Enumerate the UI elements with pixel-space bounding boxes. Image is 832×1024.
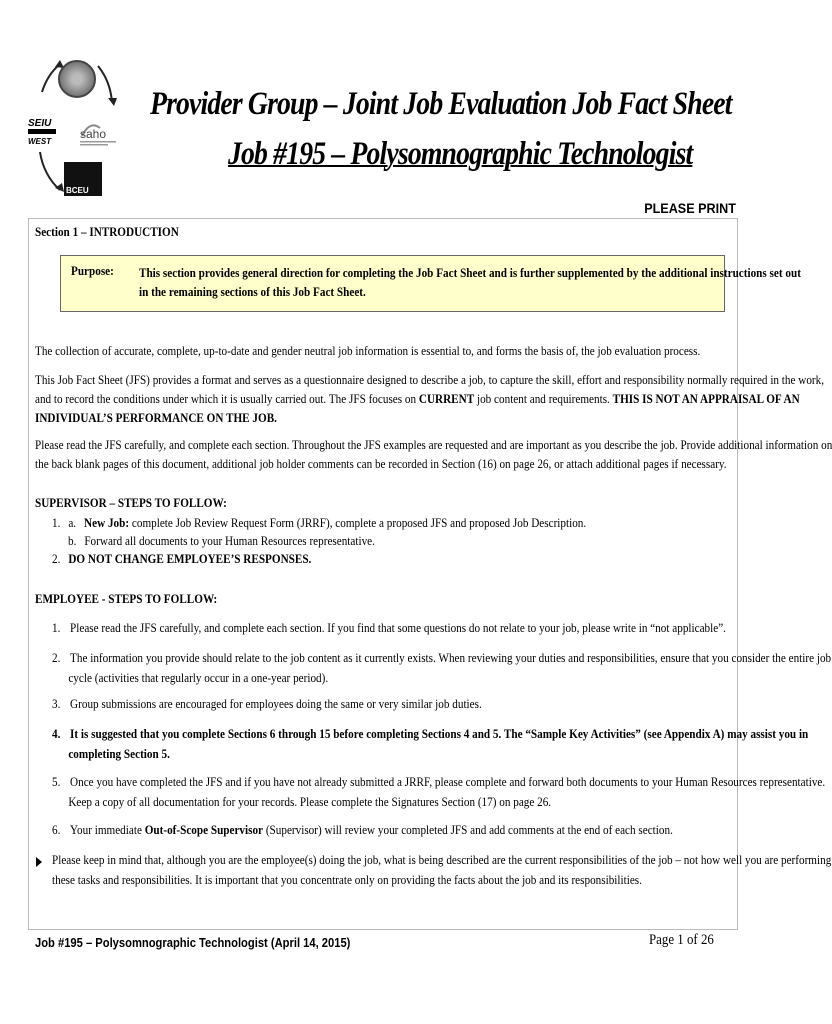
step-2-line-2: cycle (activities that regularly occur in a one-year period). xyxy=(68,670,329,685)
list-letter: a. xyxy=(68,515,77,530)
new-job-label: New Job: xyxy=(84,515,130,530)
note-line-1: Please keep in mind that, although you are the employee(s) doing the job, what is being described are the current responsibilities of the job – not how well you are performing xyxy=(52,852,832,867)
employee-step-3 xyxy=(52,694,482,714)
purpose-label: Purpose: xyxy=(71,263,114,278)
list-number: 2. xyxy=(52,650,61,665)
do-not-change-text: DO NOT CHANGE EMPLOYEE’S RESPONSES. xyxy=(68,551,312,566)
intro-paragraph-3 xyxy=(35,435,832,473)
supervisor-item-1b xyxy=(68,531,375,551)
employee-step-4 xyxy=(52,724,808,764)
step-1-text: Please read the JFS carefully, and complete each section. If you find that some questions do not relate to your job, please write in “not applicable”. xyxy=(70,620,726,635)
please-print-notice: PLEASE PRINT xyxy=(644,200,736,216)
svg-text:SEIU: SEIU xyxy=(28,118,52,129)
list-number: 2. xyxy=(52,551,61,566)
p2-text-c: job content and requirements. xyxy=(474,391,613,406)
step-6-text-a: Your immediate xyxy=(70,822,145,837)
paragraph-3-line-2: the back blank pages of this document, additional job holder comments can be recorded in Section (16) on page 26, or attach additional pages if necessary. xyxy=(35,456,727,471)
employee-note xyxy=(52,850,831,890)
step-2-line-1: The information you provide should relate to the job content as it currently exists. When reviewing your duties and responsibilities, ensure that you consider the entire job xyxy=(70,650,832,665)
step-5-line-1: Once you have completed the JFS and if you have not already submitted a JRRF, please complete and forward both documents to your Human Resources representative. xyxy=(70,774,826,789)
purpose-text xyxy=(139,263,801,301)
purpose-line-1: This section provides general direction for completing the Job Fact Sheet and is further supplemented by the additional instructions set out xyxy=(139,265,801,280)
forward-documents-text: Forward all documents to your Human Resources representative. xyxy=(84,533,375,548)
employee-step-1 xyxy=(52,618,726,638)
list-number: 1. xyxy=(52,620,61,635)
svg-text:saho: saho xyxy=(80,127,107,141)
list-number: 4. xyxy=(52,726,61,741)
list-number: 5. xyxy=(52,774,61,789)
step-4-line-1: It is suggested that you complete Sections 6 through 15 before completing Sections 4 and 5. The “Sample Key Activities” (see Appendix A) may assist you in xyxy=(70,726,809,741)
list-letter: b. xyxy=(68,533,77,548)
paragraph-2-line-3: INDIVIDUAL’S PERFORMANCE ON THE JOB. xyxy=(35,410,277,425)
seiu-west-logo xyxy=(28,114,58,148)
government-seal-logo xyxy=(58,60,96,98)
note-line-2: these tasks and responsibilities. It is important that you concentrate only on providing the facts about the job and its responsibilities. xyxy=(52,872,642,887)
employee-step-5 xyxy=(52,772,825,812)
job-title: Job #195 – Polysomnographic Technologist xyxy=(228,136,693,172)
step-4-line-2: completing Section 5. xyxy=(68,746,170,761)
paragraph-2-line-1: This Job Fact Sheet (JFS) provides a format and serves as a questionnaire designed to describe a job, to capture the skill, effort and responsibility normally required in the work, xyxy=(35,372,825,387)
employee-step-2 xyxy=(52,648,831,688)
organization-logos xyxy=(20,52,130,202)
triangle-bullet-icon xyxy=(36,853,42,873)
paragraph-2-line-2 xyxy=(35,389,824,408)
employee-heading: EMPLOYEE - STEPS TO FOLLOW: xyxy=(35,591,218,606)
intro-paragraph-1: The collection of accurate, complete, up-to-date and gender neutral job information is essential to, and forms the basis of, the job evaluation process. xyxy=(35,343,701,358)
employee-step-6 xyxy=(52,820,673,840)
step-5-line-2: Keep a copy of all documentation for your records. Please complete the Signatures Section (17) on page 26. xyxy=(68,794,552,809)
supervisor-heading: SUPERVISOR – STEPS TO FOLLOW: xyxy=(35,495,227,510)
step-3-text: Group submissions are encouraged for employees doing the same or very similar job duties. xyxy=(70,696,482,711)
footer-page-number: Page 1 of 26 xyxy=(649,932,714,948)
paragraph-3-line-1: Please read the JFS carefully, and complete each section. Throughout the JFS examples are requested and are important as you describe the job. Provide additional information on xyxy=(35,437,832,452)
list-number: 6. xyxy=(52,822,61,837)
out-of-scope-supervisor-label: Out-of-Scope Supervisor xyxy=(144,822,264,837)
p2-text-a: and to record the conditions under which it is usually carried out. The JFS focuses on xyxy=(35,391,419,406)
step-6-text-c: (Supervisor) will review your completed JFS and add comments at the end of each section. xyxy=(263,822,673,837)
intro-paragraph-2 xyxy=(35,370,824,427)
document-title: Provider Group – Joint Job Evaluation Job Fact Sheet xyxy=(150,86,732,122)
purpose-box xyxy=(60,255,801,312)
svg-text:WEST: WEST xyxy=(28,137,52,146)
saho-logo xyxy=(76,118,126,148)
section-1-heading: Section 1 – INTRODUCTION xyxy=(35,224,179,239)
bceu-logo: BCEU xyxy=(64,162,102,196)
supervisor-item-2 xyxy=(52,549,311,569)
list-number: 3. xyxy=(52,696,61,711)
list-number: 1. xyxy=(52,515,61,530)
p2-appraisal-emphasis: THIS IS NOT AN APPRAISAL OF AN xyxy=(612,391,800,406)
purpose-line-2: in the remaining sections of this Job Fact Sheet. xyxy=(139,284,366,299)
footer-job-reference: Job #195 – Polysomnographic Technologist (April 14, 2015) xyxy=(35,935,351,950)
new-job-text: complete Job Review Request Form (JRRF), complete a proposed JFS and proposed Job Description. xyxy=(129,515,587,530)
supervisor-item-1a xyxy=(52,513,586,533)
p2-current-emphasis: CURRENT xyxy=(418,391,475,406)
